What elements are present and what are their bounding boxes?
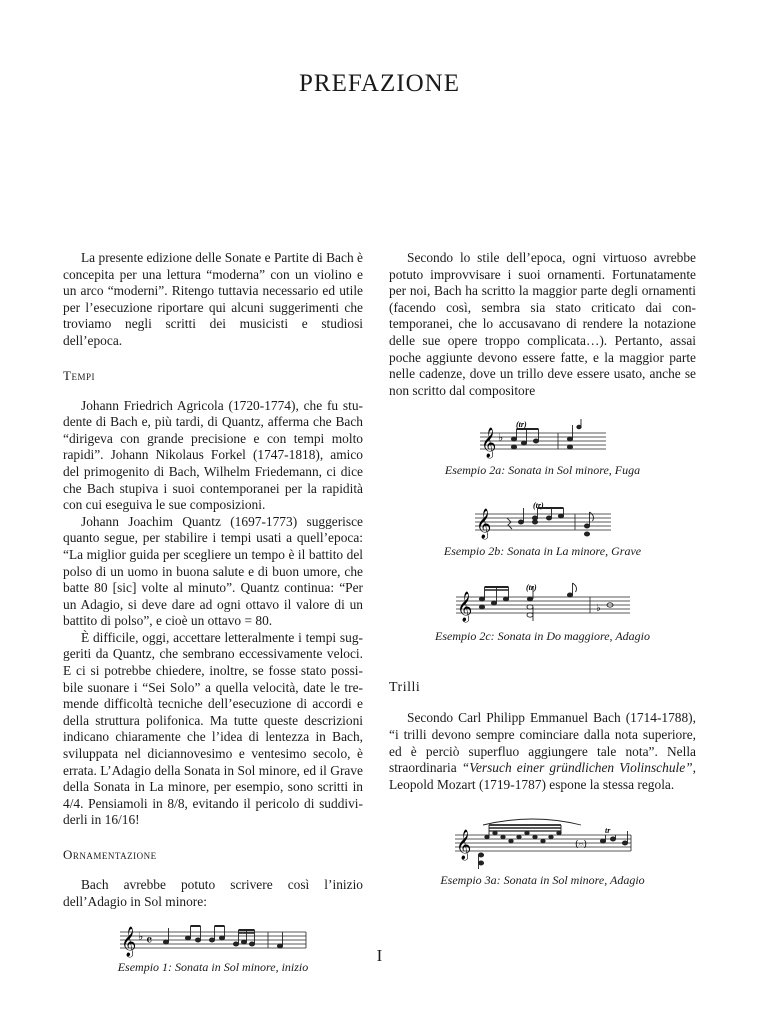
example-2a-caption: Esempio 2a: Sonata in Sol minore, Fuga: [444, 463, 641, 478]
section-heading-trilli: Trilli: [389, 680, 421, 696]
music-staff-example-3a: [453, 815, 633, 871]
fermata-icon: (𝄐): [574, 840, 587, 851]
treble-clef-icon: 𝄞: [480, 428, 496, 459]
example-3a-caption: Esempio 3a: Sonata in Sol minore, Adagio: [440, 873, 645, 888]
music-staff-example-2b: [473, 500, 613, 542]
section-heading-tempi: Tempi: [63, 367, 95, 383]
treble-clef-icon: 𝄞: [455, 830, 471, 861]
ornaments-paragraph: Secondo lo stile dell’epoca, ogni virtuoso avrebbe potuto improvvisare i suoi ornamenti. Fortunatamente per noi, Bach ha scritto la maggior parte degli ornamenti (facendo così, sembra sia stato criticato dai contemporanei, che lo accusavano di rendere la notazione delle sue opere troppo complicata…). Pertanto, assai poche aggiunte devono essere fatte, e la maggior parte nelle cadenze, dove un trillo deve essere usato, anche se non scritto dal compositore: [389, 250, 696, 398]
example-2b-caption: Esempio 2b: Sonata in La minore, Grave: [443, 544, 642, 559]
tempi-paragraph-2: Johann Joachim Quantz (1697-1773) suggerisce quanto segue, per stabilire i tempi usati a quell’epoca: “La miglior guida per scegliere un tempo è il battito del polso di un uomo in buona salute e di buon umore, che batte 80 [sic] volte al minuto”. Quantz continua: “Per un Adagio, si deve dare ad ogni ottavo il valore di un battito di polso”, e cioè un ottavo = 80.: [63, 513, 363, 629]
music-example-2c: [389, 581, 696, 644]
trilli-paragraph: [389, 710, 696, 793]
trill-mark-icon: tr: [604, 826, 610, 836]
flat-icon: ♭: [497, 431, 503, 445]
tempi-paragraph-3: È difficile, oggi, accettare letteralmente i tempi suggeriti da Quantz, che sembrano eccessivamente veloci. E ci si potrebbe chiedere, inoltre, se fosse stato possibile suonare i “Sei Solo” a quella velocità, date le tremende difficoltà tecniche dell’esecuzione di accordi e della struttura polifonica. Ma tutte queste descrizioni indicano chiaramente che l’idea di lentezza in Bach, sviluppata nel diciannovesimo e ventesimo secolo, è errata. L’Adagio della Sonata in Sol minore, ed il Grave della Sonata in La minore, per esempio, sono scritti in 4/4. Pensiamoli in 8/8, evitando il pericolo di suddividerli in 16/16!: [63, 629, 363, 828]
page-title: PREFAZIONE: [299, 70, 460, 97]
music-example-2b: [389, 500, 696, 559]
tempi-paragraph-1: Johann Friedrich Agricola (1720-1774), che fu studente di Bach e, più tardi, di Quantz, afferma che Bach “dirigeva con grande precisione e con tempi molto rapidi”. Johann Nikolaus Forkel (1747-1818), amico del primogenito di Bach, Wilhelm Friedemann, ci dice che Bach stupiva i suoi contemporanei per la rapidità con cui eseguiva le sue composizioni.: [63, 397, 363, 513]
right-column: [389, 250, 696, 888]
flat-icon: ♭: [138, 930, 144, 944]
music-staff-example-2a: [478, 419, 608, 461]
trilli-text-before: Secondo Carl Philipp Emmanuel Bach (1714-1788), “i trilli devono sempre cominciare dalla nota superiore, ed è perciò superfluo aggiungere tale nota”. Nella straordinaria: [389, 710, 696, 776]
music-example-3a: [389, 815, 696, 888]
intro-paragraph: La presente edizione delle Sonate e Partite di Bach è concepita per una lettura “moderna” con un violino e un arco “moderni”. Ritengo tuttavia necessario ed utile per l’esecuzione riportare qui alcuni suggerimenti che troviamo negli scritti dei musicisti e studiosi dell’epoca.: [63, 250, 363, 348]
treble-clef-icon: 𝄞: [456, 592, 472, 623]
left-column: [63, 250, 363, 975]
section-heading-ornamentazione: Ornamentazione: [63, 847, 157, 862]
trilli-text-after: , Leopold Mozart (1719-1787) espone la stessa regola.: [389, 760, 696, 792]
example-2c-caption: Esempio 2c: Sonata in Do maggiore, Adagio: [435, 629, 650, 644]
music-staff-example-2c: [454, 581, 632, 627]
time-signature-icon: 𝄴: [146, 933, 153, 950]
example-1-caption: Esempio 1: Sonata in Sol minore, inizio: [117, 960, 309, 975]
trill-mark-icon: (tr): [532, 501, 544, 511]
flat-icon: ♭: [595, 603, 601, 615]
trilli-book-title: “Versuch einer gründlichen Violinschule”: [461, 760, 693, 776]
treble-clef-icon: 𝄞: [475, 509, 491, 540]
treble-clef-icon: 𝄞: [121, 927, 137, 958]
page-number: I: [376, 946, 383, 965]
trill-mark-icon: (tr): [515, 420, 527, 430]
music-example-2a: [389, 419, 696, 478]
ornamentazione-paragraph: Bach avrebbe potuto scrivere così l’inizio dell’Adagio in Sol minore:: [63, 877, 363, 909]
trill-mark-icon: (tr): [525, 583, 537, 593]
